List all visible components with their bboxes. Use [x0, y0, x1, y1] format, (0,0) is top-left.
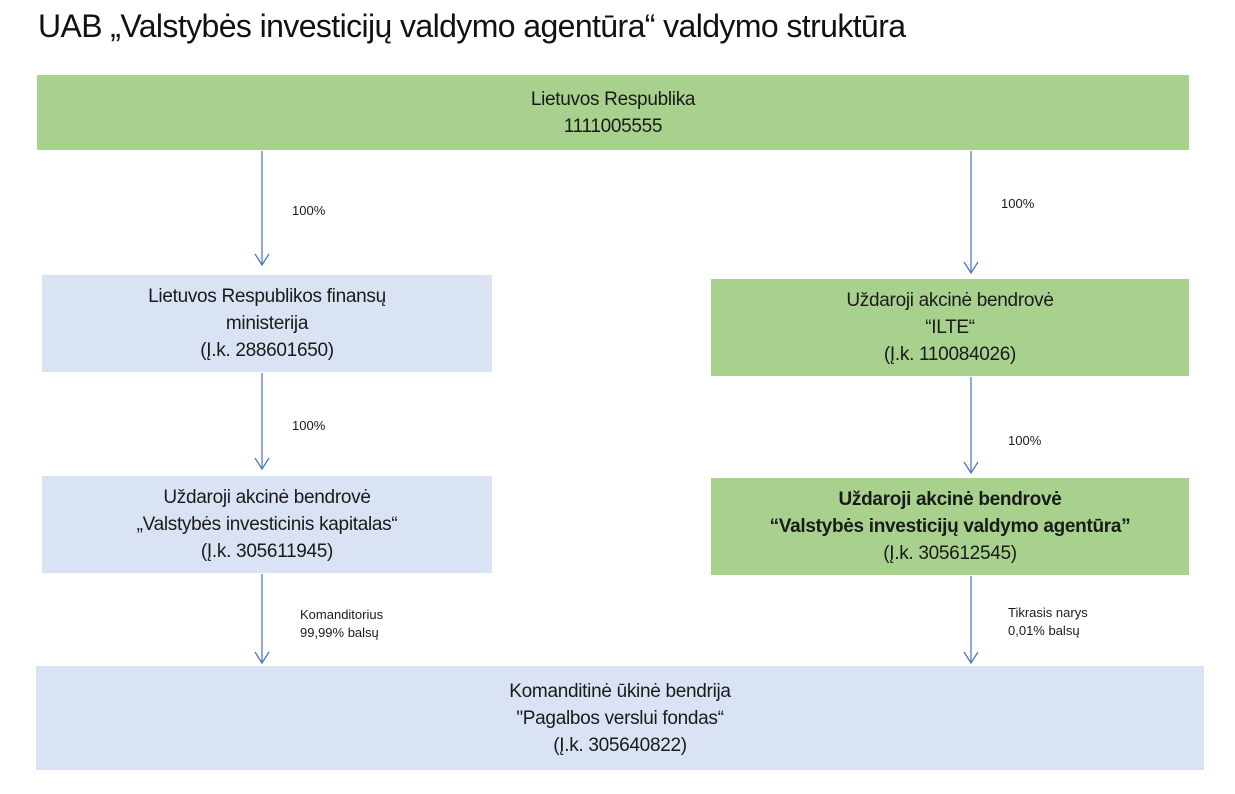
node-name: „Valstybės investicinis kapitalas“ [136, 514, 398, 535]
node-name-cont: ministerija [225, 313, 309, 334]
node-lietuvos-respublika [37, 75, 1189, 150]
node-code: (Į.k. 110084026) [883, 344, 1017, 365]
node-finansu-ministerija [42, 275, 492, 372]
node-name: “ILTE“ [925, 317, 975, 338]
arrow-lr-to-fm [255, 151, 269, 265]
node-name: Lietuvos Respublikos finansų [148, 286, 386, 307]
arrow-lr-to-ilte [964, 151, 978, 273]
arrow-vik-to-pvf [255, 574, 269, 663]
node-valstybes-investicinis-kapitalas [42, 476, 492, 573]
page-title: UAB „Valstybės investicijų valdymo agentūra“ valdymo struktūra [38, 8, 906, 44]
node-type: Uždaroji akcinė bendrovė [846, 290, 1054, 311]
edge-label-fm-to-vik: 100% [292, 418, 326, 433]
arrow-fm-to-vik [255, 373, 269, 469]
node-name: "Pagalbos verslui fondas“ [516, 707, 724, 729]
edge-label-vik-to-pvf: Komanditorius 99,99% balsų [300, 607, 384, 640]
edge-label-vivaa-to-pvf: Tikrasis narys 0,01% balsų [1008, 605, 1088, 638]
node-name: “Valstybės investicijų valdymo agentūra” [769, 516, 1131, 537]
node-valstybes-investiciju-valdymo-agentura [711, 478, 1189, 575]
edge-label-lr-to-fm: 100% [292, 203, 326, 218]
node-code: (Į.k. 305640822) [553, 734, 687, 756]
node-ilte [711, 279, 1189, 376]
node-type: Komanditinė ūkinė bendrija [509, 680, 731, 702]
node-name: Lietuvos Respublika [530, 88, 696, 110]
node-type: Uždaroji akcinė bendrovė [163, 487, 371, 508]
node-code: 1111005555 [563, 115, 663, 137]
edge-label-lr-to-ilte: 100% [1001, 196, 1035, 211]
node-pagalbos-verslui-fondas [36, 666, 1204, 770]
node-code: (Į.k. 288601650) [200, 340, 334, 361]
node-code: (Į.k. 305611945) [200, 541, 334, 562]
arrow-vivaa-to-pvf [964, 576, 978, 663]
node-code: (Į.k. 305612545) [883, 543, 1017, 564]
edge-label-ilte-to-vivaa: 100% [1008, 433, 1042, 448]
node-type: Uždaroji akcinė bendrovė [838, 489, 1062, 510]
arrow-ilte-to-vivaa [964, 377, 978, 473]
